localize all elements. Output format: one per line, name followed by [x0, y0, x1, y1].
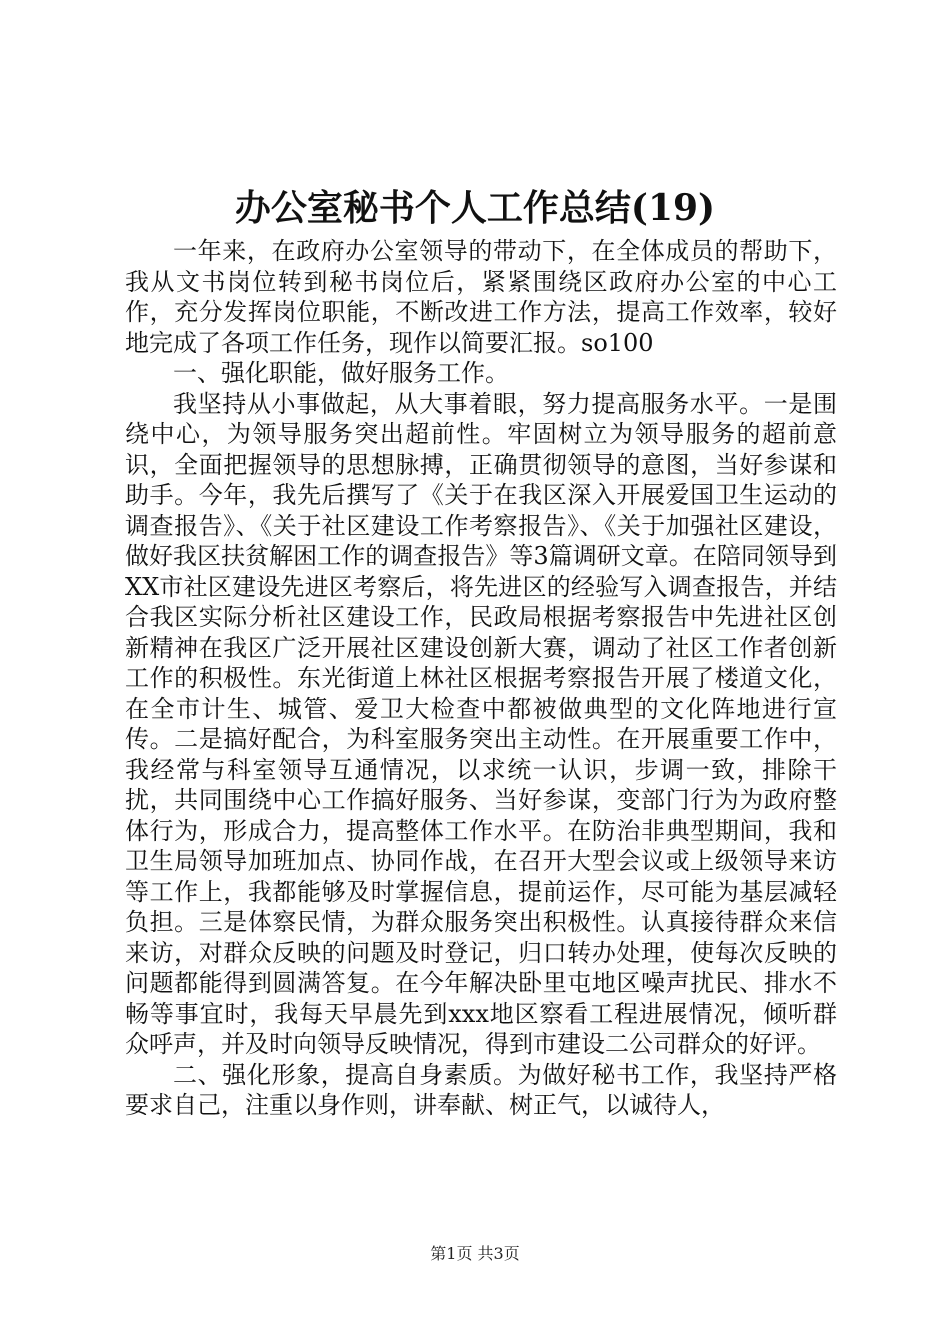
intro-paragraph: 一年来，在政府办公室领导的带动下，在全体成员的帮助下，我从文书岗位转到秘书岗位后，紧紧围绕区政府办公室的中心工作，充分发挥岗位职能，不断改进工作方法，提高工作效率，较好地完成了各项工作任务，现作以简要汇报。so100: [125, 237, 837, 357]
page-footer: 第1页 共3页: [430, 1244, 520, 1263]
body-paragraph: 我坚持从小事做起，从大事着眼，努力提高服务水平。一是围绕中心，为领导服务突出超前性。牢固树立为领导服务的超前意识，全面把握领导的思想脉搏，正确贯彻领导的意图，当好参谋和助手。今年，我先后撰写了《关于在我区深入开展爱国卫生运动的调查报告》、《关于社区建设工作考察报告》、《关于加强社区建设，做好我区扶贫解困工作的调查报告》等3篇调研文章。在陪同领导到XX市社区建设先进区考察后，将先进区的经验写入调查报告，并结合我区实际分析社区建设工作，民政局根据考察报告中先进社区创新精神在我区广泛开展社区建设创新大赛，调动了社区工作者创新工作的积极性。东光街道上林社区根据考察报告开展了楼道文化，在全市计生、城管、爱卫大检查中都被做典型的文化阵地进行宣传。二是搞好配合，为科室服务突出主动性。在开展重要工作中，我经常与科室领导互通情况，以求统一认识，步调一致，排除干扰，共同围绕中心工作搞好服务、当好参谋，变部门行为为政府整体行为，形成合力，提高整体工作水平。在防治非典型期间，我和卫生局领导加班加点、协同作战，在召开大型会议或上级领导来访等工作上，我都能够及时掌握信息，提前运作，尽可能为基层减轻负担。三是体察民情，为群众服务突出积极性。认真接待群众来信来访，对群众反映的问题及时登记，归口转办处理，使每次反映的问题都能得到圆满答复。在今年解决卧里屯地区噪声扰民、排水不畅等事宜时，我每天早晨先到xxx地区察看工程进展情况，倾听群众呼声，并及时向领导反映情况，得到市建设二公司群众的好评。: [125, 389, 837, 1058]
document-body: [125, 236, 837, 1121]
section-heading-1: 一、强化职能，做好服务工作。: [173, 359, 509, 387]
section-heading-2: 二、强化形象，提高自身素质。为做好秘书工作，我坚持严格要求自己，注重以身作则，讲奉献、树正气，以诚待人，: [125, 1060, 837, 1119]
document-title: 办公室秘书个人工作总结(19): [234, 187, 716, 229]
